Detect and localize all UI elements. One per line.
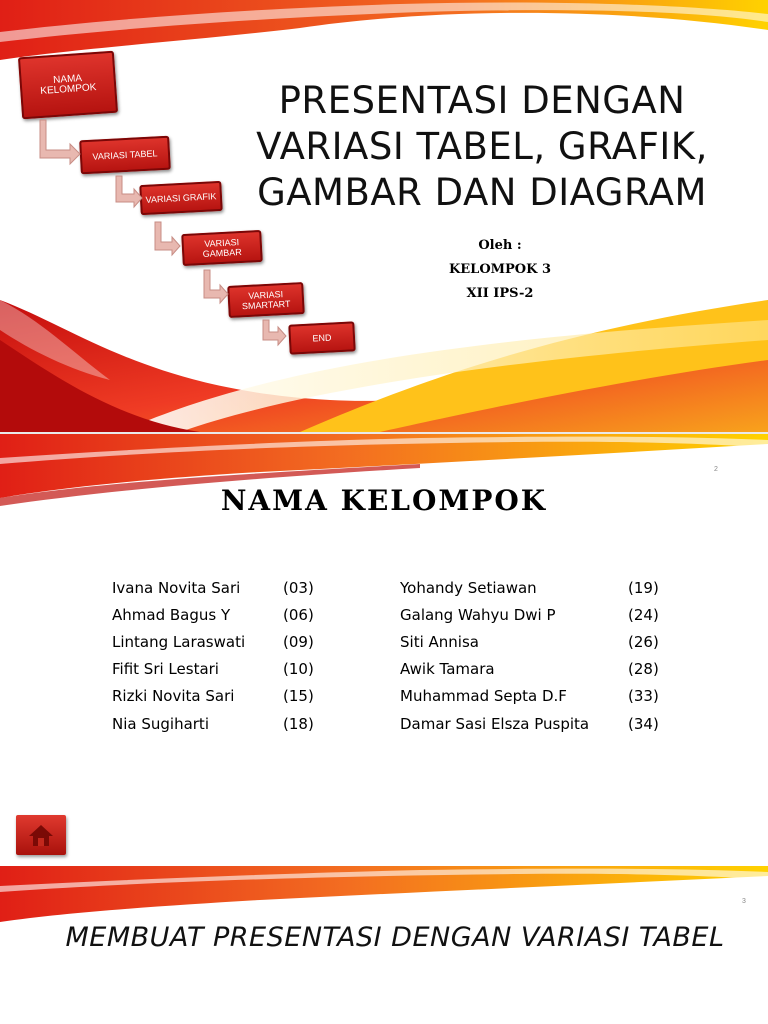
page-number: 3 [742, 898, 746, 905]
member-name: Lintang Laraswati [112, 633, 246, 651]
flow-step-label: END [312, 332, 332, 344]
slide-title: NAMA KELOMPOK [220, 484, 548, 517]
member-number: (24) [628, 606, 659, 624]
member-name: Ahmad Bagus Y [112, 606, 231, 624]
member-number: (18) [283, 715, 314, 733]
byline-label: Oleh : [478, 238, 522, 253]
member-number: (15) [283, 687, 314, 705]
flow-step-label: VARIASI TABEL [92, 148, 158, 162]
member-name: Damar Sasi Elsza Puspita [400, 715, 590, 733]
class-name: XII IPS-2 [466, 286, 534, 301]
member-number: (33) [628, 687, 659, 705]
member-number: (28) [628, 660, 659, 678]
flow-step-label: NAMA KELOMPOK [39, 73, 97, 97]
page-number: 2 [714, 466, 718, 473]
decorative-swoosh-header [0, 866, 768, 926]
member-number: (26) [628, 633, 659, 651]
member-number: (10) [283, 660, 314, 678]
home-button[interactable] [16, 815, 66, 855]
member-name: Siti Annisa [400, 633, 479, 651]
member-number: (03) [283, 579, 314, 597]
flow-connector-arrows [0, 0, 768, 432]
member-number: (06) [283, 606, 314, 624]
flow-step-label: VARIASI GAMBAR [202, 237, 242, 260]
flow-step-label: VARIASI SMARTART [241, 289, 291, 312]
presentation-title: PRESENTASI DENGAN VARIASI TABEL, GRAFIK, GAMBAR DAN DIAGRAM [256, 79, 708, 214]
flow-step-label: VARIASI GRAFIK [145, 191, 217, 205]
slide-members [0, 434, 768, 866]
slide-title: MEMBUAT PRESENTASI DENGAN VARIASI TABEL [65, 922, 725, 953]
member-number: (19) [628, 579, 659, 597]
member-name: Galang Wahyu Dwi P [400, 606, 556, 624]
group-name: KELOMPOK 3 [448, 262, 552, 277]
member-name: Nia Sugiharti [112, 715, 209, 733]
member-name: Yohandy Setiawan [400, 579, 537, 597]
slide-table-variation [0, 866, 768, 1024]
member-name: Fifit Sri Lestari [112, 660, 219, 678]
member-name: Muhammad Septa D.F [400, 687, 567, 705]
home-icon [28, 823, 54, 847]
member-number: (34) [628, 715, 659, 733]
slide-title [0, 0, 768, 432]
member-name: Ivana Novita Sari [112, 579, 241, 597]
member-name: Awik Tamara [400, 660, 495, 678]
member-number: (09) [283, 633, 314, 651]
member-name: Rizki Novita Sari [112, 687, 235, 705]
